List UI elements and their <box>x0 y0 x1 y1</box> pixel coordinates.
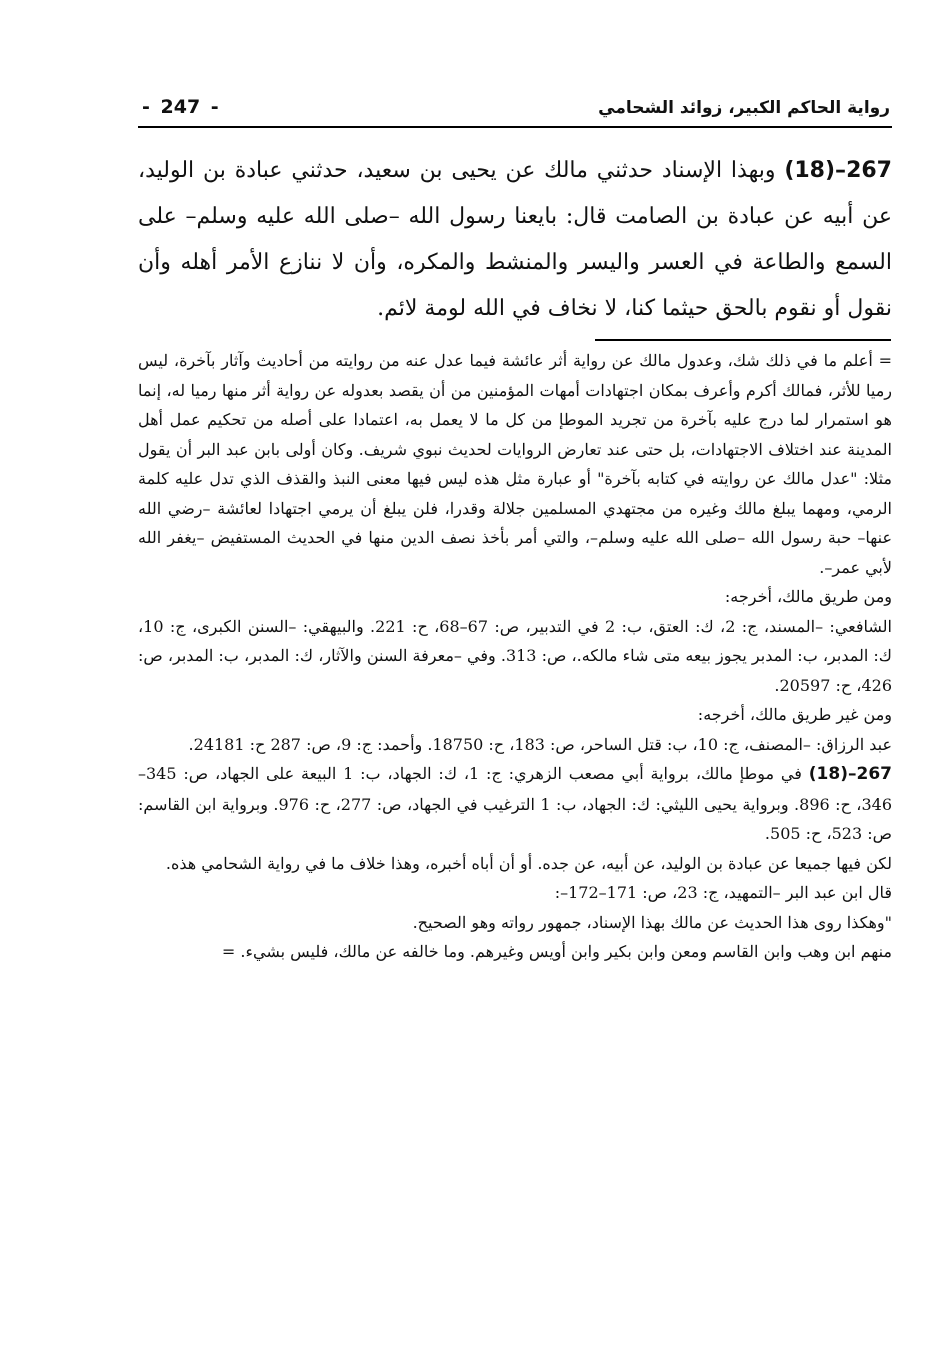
footnote-paragraph: عبد الرزاق: –المصنف، ج: 10، ب: قتل الساحر، ص: 183، ح: 18750. وأحمد: ج: 9، ص: 287 ح: 24181. <box>188 734 892 754</box>
hadith-text <box>138 148 892 332</box>
footnote-paragraph: = أعلم ما في ذلك شك، وعدول مالك عن رواية أثر عائشة فيما عدل عنه من روايته من أحاديث وآثار بآخرة، ليس رميا للأثر، فمالك أكرم وأعرف بمكان اجتهادات أمهات المؤمنين من أن يقصد بعدوله عن رواية أثر منها رميا له، إنما هو استمرار لما درج عليه بآخرة من تجريد الموطإ من كل ما لا يعمل به، اعتمادا على أصله من تحكيم عمل أهل المدينة عند اختلاف الاجتهادات، بل حتى عند تعارض الروايات لحديث نبوي شريف. وكان أولى بابن عبد البر أن يقول مثلا: "عدل مالك عن روايته في كتابه بآخرة" أو عبارة مثل هذه ليس فيها معنى النبذ والقذف الذي تدل عليه كلمة الرمي، ومهما يبلغ مالك وغيره من مجتهدي المسلمين جلالة وقدرا، فلن يبلغ أن يرمي اجتهادا لعائشة –رضي الله عنها– حبة رسول الله –صلى الله عليه وسلم–، والتي أمر بأخذ نصف الدين منها في الحديث المستفيض –يغفر الله لأبي عمر–. <box>138 351 892 577</box>
footnote-hadith-number: 267–(18) <box>808 764 892 784</box>
footnotes <box>138 346 892 967</box>
footnote-paragraph: لكن فيها جميعا عن عبادة بن الوليد، عن أبيه، عن جده. أو أن أباه أخبره، وهذا خلاف ما في رواية الشحامي هذه. <box>165 853 892 873</box>
footnote-paragraph: "وهكذا روى هذا الحديث عن مالك بهذا الإسناد، جمهور رواته وهو الصحيح. <box>412 912 892 932</box>
footnote-separator <box>595 339 891 341</box>
footnote-paragraph: ومن غير طريق مالك، أخرجه: <box>697 705 892 724</box>
page-header <box>138 92 892 128</box>
page-number: - 247 - <box>142 96 219 118</box>
footnote-paragraph: الشافعي: –المسند، ج: 2، ك: العتق، ب: 2 في التدبير، ص: 67–68، ح: 221. والبيهقي: –السنن الكبرى، ج: 10، ك: المدبر، ب: المدبر يجوز بيعه متى شاء مالكه.، ص: 313. وفي –معرفة السنن والآثار، ك: المدبر، ب: المدبر، ص: 426، ح: 20597. <box>138 616 892 695</box>
footnote-paragraph: قال ابن عبد البر –التمهيد، ج: 23، ص: 171–172–: <box>554 883 892 902</box>
hadith-body: وبهذا الإسناد حدثني مالك عن يحيى بن سعيد، حدثني عبادة بن الوليد، عن أبيه عن عبادة بن الصامت قال: بايعنا رسول الله –صلى الله عليه وسلم– على السمع والطاعة في العسر واليسر والمنشط والمكره، وأن لا ننازع الأمر أهله وأن نقول أو نقوم بالحق حيثما كنا، لا نخاف في الله لومة لائم. <box>138 158 892 321</box>
footnote-paragraph <box>138 759 892 849</box>
footnote-paragraph: منهم ابن وهب وابن القاسم ومعن وابن بكير وابن أويس وغيرهم. وما خالفه عن مالك، فليس بشيء. = <box>221 942 892 961</box>
hadith-number: 267–(18) <box>784 158 892 183</box>
running-title: رواية الحاكم الكبير، زوائد الشحامي <box>598 98 890 118</box>
footnote-text: في موطإ مالك، برواية أبي مصعب الزهري: ج: 1، ك: الجهاد، ب: 1 البيعة على الجهاد، ص: 345–346، ح: 896. وبرواية يحيى الليثي: ك: الجهاد، ب: 1 الترغيب في الجهاد، ص: 277، ح: 976. وبرواية ابن القاسم: ص: 523، ح: 505. <box>138 764 893 843</box>
footnote-paragraph: ومن طريق مالك، أخرجه: <box>724 587 892 606</box>
